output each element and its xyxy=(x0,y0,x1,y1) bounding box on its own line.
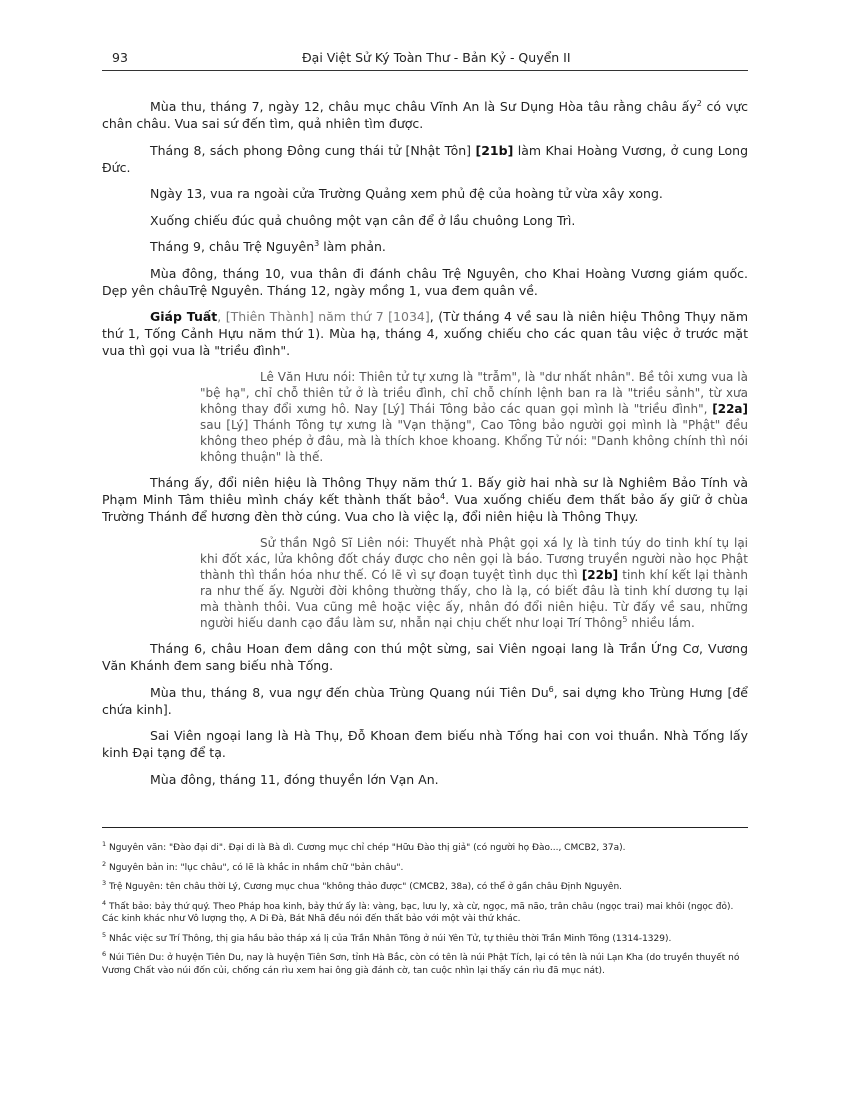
paragraph-7: Giáp Tuất, [Thiên Thành] năm thứ 7 [1034], (Từ tháng 4 về sau là niên hiệu Thông Thụy năm thứ 1, Tống Cảnh Hựu năm thứ 1). Mùa hạ, tháng 4, xuống chiếu cho các quan tâu việc ở trước mặt vua thì gọi vua là "triều đình". xyxy=(102,309,748,358)
footnotes-section xyxy=(102,827,748,984)
paragraph-4: Xuống chiếu đúc quả chuông một vạn cân để ở lầu chuông Long Trì. xyxy=(150,212,576,228)
running-title: Đại Việt Sử Ký Toàn Thư - Bản Kỷ - Quyển II xyxy=(302,50,571,65)
paragraph-2: Tháng 8, sách phong Đông cung thái tử [Nhật Tôn] [21b] làm Khai Hoàng Vương, ở cung Long Đức. xyxy=(102,142,748,175)
footnote: $^3$ Trệ Nguyên: tên châu thời Lý, Cương mục chua "không thảo được" (CMCB2, 38a), có thể ở gần châu Định Nguyên. xyxy=(102,879,623,892)
footnote-ref-4[interactable]: 4 xyxy=(440,491,446,501)
paragraph-6: Mùa đông, tháng 10, vua thân đi đánh châu Trệ Nguyên, cho Khai Hoàng Vương giám quốc. Dẹp yên châuTrệ Nguyên. Tháng 12, ngày mồng 1, vua đem quân về. xyxy=(102,265,748,298)
footnote-ref-3[interactable]: 3 xyxy=(314,238,320,248)
paragraph-11: Sai Viên ngoại lang là Hà Thụ, Đỗ Khoan đem biếu nhà Tống hai con voi thuần. Nhà Tống lấy kinh Đại tạng để tạ. xyxy=(102,728,748,760)
footnote: $^5$ Nhắc việc sư Trí Thông, thị gia hầu bảo tháp xá lị của Trần Nhân Tông ở núi Yên Tử, tự thiêu thời Trần Minh Tông (1314-1329). xyxy=(102,930,672,944)
commentary-quote-1: Lê Văn Hưu nói: Thiên tử tự xưng là "trẫm", là "dư nhất nhân". Bề tôi xưng vua là "bệ hạ", chỉ chỗ thiên tử ở là triều đình, chỉ chỗ chính lệnh ban ra là "triều sảnh", từ xưa không thay đổi xưng hô. Nay [Lý] Thái Tông bảo các quan gọi mình là "triều đình", [22a] sau [Lý] Thánh Tông tự xưng là "Vạn thặng", Cao Tông bảo người gọi mình là "Phật" đều không theo phép ở đâu, mà là thích khoe khoang. Khổng Tử nói: "Danh không chính thì nói không thuận" là thế. xyxy=(200,369,748,464)
commentary-quote-2: Sử thần Ngô Sĩ Liên nói: Thuyết nhà Phật gọi xá lỵ là tinh túy do tinh khí tụ lại khi đốt xác, lửa không đốt cháy được cho nên gọi là báo. Tương truyền người nào học Phật thành thì thần hóa như thế. Có lẽ vì sự đoạn tuyệt tình dục thì [22b] tinh khí kết lại thành ra như thế ấy. Người đời không thường thấy, cho là lạ, có biết đâu là tinh khí dương tụ lại mà thành thôi. Vua cũng mê hoặc việc ấy, nhân đó đổi niên hiệu. Từ đấy về sau, những người hiếu danh cạo đầu làm sư, nhẫn nại chịu chết như loại Trí Thông$^5$ nhiều lắm. xyxy=(200,535,748,630)
year-heading: Giáp Tuất xyxy=(150,309,218,324)
folio-ref: [22a] xyxy=(712,401,748,416)
footnote-ref-5[interactable]: 5 xyxy=(622,614,628,624)
paragraph-12: Mùa đông, tháng 11, đóng thuyền lớn Vạn An. xyxy=(150,771,439,787)
footnote: $^4$ Thất bảo: bảy thứ quý. Theo Pháp hoa kinh, bảy thứ ấy là: vàng, bạc, lưu ly, xà cừ, ngọc, mã não, trân châu (ngọc trai) mai khôi (ngọc đỏ). Các kinh khác như Vô lượng thọ, A Di Đà, Bát Nhã đều nói đến thất bảo với một vài thứ khác. xyxy=(102,898,734,924)
paragraph-5: Tháng 9, châu Trệ Nguyên$^3$ làm phản. xyxy=(150,238,386,254)
paragraph-9: Tháng 6, châu Hoan đem dâng con thú một sừng, sai Viên ngoại lang là Trần Ứng Cơ, Vương Văn Khánh đem sang biếu nhà Tống. xyxy=(102,641,748,673)
footnote: $^6$ Núi Tiên Du: ở huyện Tiên Du, nay là huyện Tiên Sơn, tỉnh Hà Bắc, còn có tên là núi Phật Tích, lại có tên là núi Lạn Kha (do truyền thuyết nó Vương Chất vào núi đốn củi, chống cán rìu xem hai ông già đánh cờ, tan cuộc nhìn lại thấy cán rìu đã mục nát). xyxy=(102,950,740,976)
page-number: 93 xyxy=(112,50,128,65)
paragraph-10: Mùa thu, tháng 8, vua ngự đến chùa Trùng Quang núi Tiên Du$^6$, sai dựng kho Trùng Hưng [để chứa kinh]. xyxy=(102,684,748,717)
main-text xyxy=(102,98,748,797)
paragraph-1: Mùa thu, tháng 7, ngày 12, châu mục châu Vĩnh An là Sư Dụng Hòa tâu rằng châu ấy$^2$ có vực chân châu. Vua sai sứ đến tìm, quả nhiên tìm được. xyxy=(102,98,748,131)
footnote: $^2$ Nguyên bản in: "lục châu", có lẽ là khắc in nhầm chữ "bản châu". xyxy=(102,859,404,873)
page-header xyxy=(102,48,748,71)
footnote-ref-2[interactable]: 2 xyxy=(696,98,702,108)
footnote-ref-6[interactable]: 6 xyxy=(548,684,554,694)
folio-ref: [22b] xyxy=(581,567,619,582)
paragraph-3: Ngày 13, vua ra ngoài cửa Trường Quảng xem phủ đệ của hoàng tử vừa xây xong. xyxy=(150,186,663,201)
era-note: , [Thiên Thành] năm thứ 7 [1034] xyxy=(217,309,430,324)
folio-ref: [21b] xyxy=(475,142,514,158)
footnote: $^1$ Nguyên văn: "Đào đại di". Đại di là Bà dì. Cương mục chỉ chép "Hữu Đào thị giả" (có người họ Đào..., CMCB2, 37a). xyxy=(102,840,626,853)
paragraph-8: Tháng ấy, đổi niên hiệu là Thông Thụy năm thứ 1. Bấy giờ hai nhà sư là Nghiêm Bảo Tính và Phạm Minh Tâm thiêu mình cháy kết thành thất bảo$^4$. Vua xuống chiếu đem thất bảo ấy giữ ở chùa Trường Thánh để hương đèn thờ cúng. Vua cho là việc lạ, đổi niên hiệu là Thông Thụy. xyxy=(102,475,748,524)
